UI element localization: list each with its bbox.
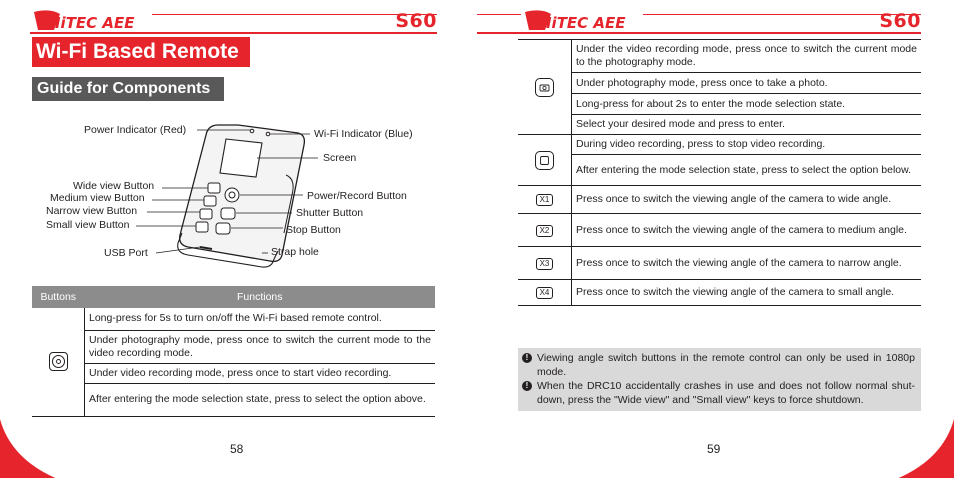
- remote-diagram: [0, 115, 477, 275]
- section-subtitle: Guide for Components: [32, 77, 224, 101]
- red-corner-decoration: [0, 410, 68, 478]
- x1-symbol-cell: [518, 186, 572, 214]
- function-row: Press once to switch the viewing angle of the camera to narrow angle.: [572, 247, 922, 280]
- label-wifi-indicator: Wi-Fi Indicator (Blue): [314, 128, 413, 140]
- right-function-table: [518, 39, 921, 306]
- x3-symbol-cell: [518, 247, 572, 280]
- power-record-icon: [49, 352, 68, 371]
- function-row: Press once to switch the viewing angle of the camera to wide angle.: [572, 186, 922, 214]
- function-row: After entering the mode selection state, press to select the option above.: [85, 383, 436, 416]
- label-wide-view: Wide view Button: [73, 180, 155, 192]
- label-stop: Stop Button: [286, 224, 341, 236]
- label-narrow-view: Narrow view Button: [46, 205, 138, 217]
- label-power-record: Power/Record Button: [307, 190, 407, 202]
- warning-icon: !: [522, 381, 532, 391]
- function-row: Long-press for 5s to turn on/off the Wi-Fi based remote control.: [85, 308, 436, 330]
- page-header: [477, 8, 921, 34]
- svg-text:HiTEC AEE: HiTEC AEE: [48, 14, 135, 32]
- x2-icon: X2: [536, 225, 554, 237]
- note-text: When the DRC10 accidentally crashes in use and does not follow normal shut-down, press the "Wide view" and "Small view" keys to force shutdown.: [537, 380, 915, 406]
- label-strap-hole: Strap hole: [271, 246, 319, 258]
- hitec-logo: [30, 8, 152, 32]
- hitec-logo: [521, 8, 643, 32]
- function-row: After entering the mode selection state, press to select the option below.: [572, 155, 922, 186]
- x1-icon: X1: [536, 194, 554, 206]
- warning-icon: !: [522, 353, 532, 363]
- x2-symbol-cell: [518, 214, 572, 247]
- header-buttons: Buttons: [32, 286, 85, 308]
- label-usb-port: USB Port: [104, 247, 148, 259]
- stop-icon: [535, 151, 554, 170]
- function-row: Press once to switch the viewing angle of the camera to small angle.: [572, 280, 922, 306]
- page-number: 58: [230, 442, 244, 456]
- model-name: S60: [879, 10, 921, 32]
- function-row: Long-press for about 2s to enter the mode selection state.: [572, 94, 922, 115]
- label-small-view: Small view Button: [46, 219, 130, 231]
- function-row: Under video recording mode, press once to start video recording.: [85, 363, 436, 383]
- header-functions: Functions: [85, 286, 436, 308]
- page-title: Wi-Fi Based Remote: [32, 37, 250, 67]
- function-row: Under photography mode, press once to take a photo.: [572, 73, 922, 94]
- shutter-symbol-cell: [518, 40, 572, 135]
- function-row: Under the video recording mode, press once to switch the current mode to the photography mode.: [572, 40, 922, 73]
- x4-icon: X4: [536, 287, 554, 299]
- note-item: [522, 351, 915, 379]
- function-row: Select your desired mode and press to enter.: [572, 115, 922, 135]
- label-shutter: Shutter Button: [296, 207, 364, 219]
- x3-icon: X3: [536, 258, 554, 270]
- function-row: Press once to switch the viewing angle of the camera to medium angle.: [572, 214, 922, 247]
- power-record-symbol-cell: [32, 308, 85, 416]
- svg-text:HiTEC AEE: HiTEC AEE: [539, 14, 626, 32]
- label-screen: Screen: [323, 152, 357, 164]
- label-power-indicator: Power Indicator (Red): [84, 124, 187, 136]
- stop-symbol-cell: [518, 135, 572, 186]
- function-row: Under photography mode, press once to switch the current mode to the video recording mode.: [85, 330, 436, 363]
- label-medium-view: Medium view Button: [50, 192, 145, 204]
- page-number: 59: [707, 442, 721, 456]
- page-header: [30, 8, 437, 34]
- function-row: During video recording, press to stop video recording.: [572, 135, 922, 155]
- model-name: S60: [395, 10, 437, 32]
- red-corner-decoration: [886, 410, 954, 478]
- x4-symbol-cell: [518, 280, 572, 306]
- notes-box: [518, 348, 921, 411]
- note-item: [522, 379, 915, 407]
- left-function-table: [32, 286, 435, 417]
- note-text: Viewing angle switch buttons in the remote control can only be used in 1080p mode.: [537, 352, 915, 378]
- shutter-icon: [535, 78, 554, 97]
